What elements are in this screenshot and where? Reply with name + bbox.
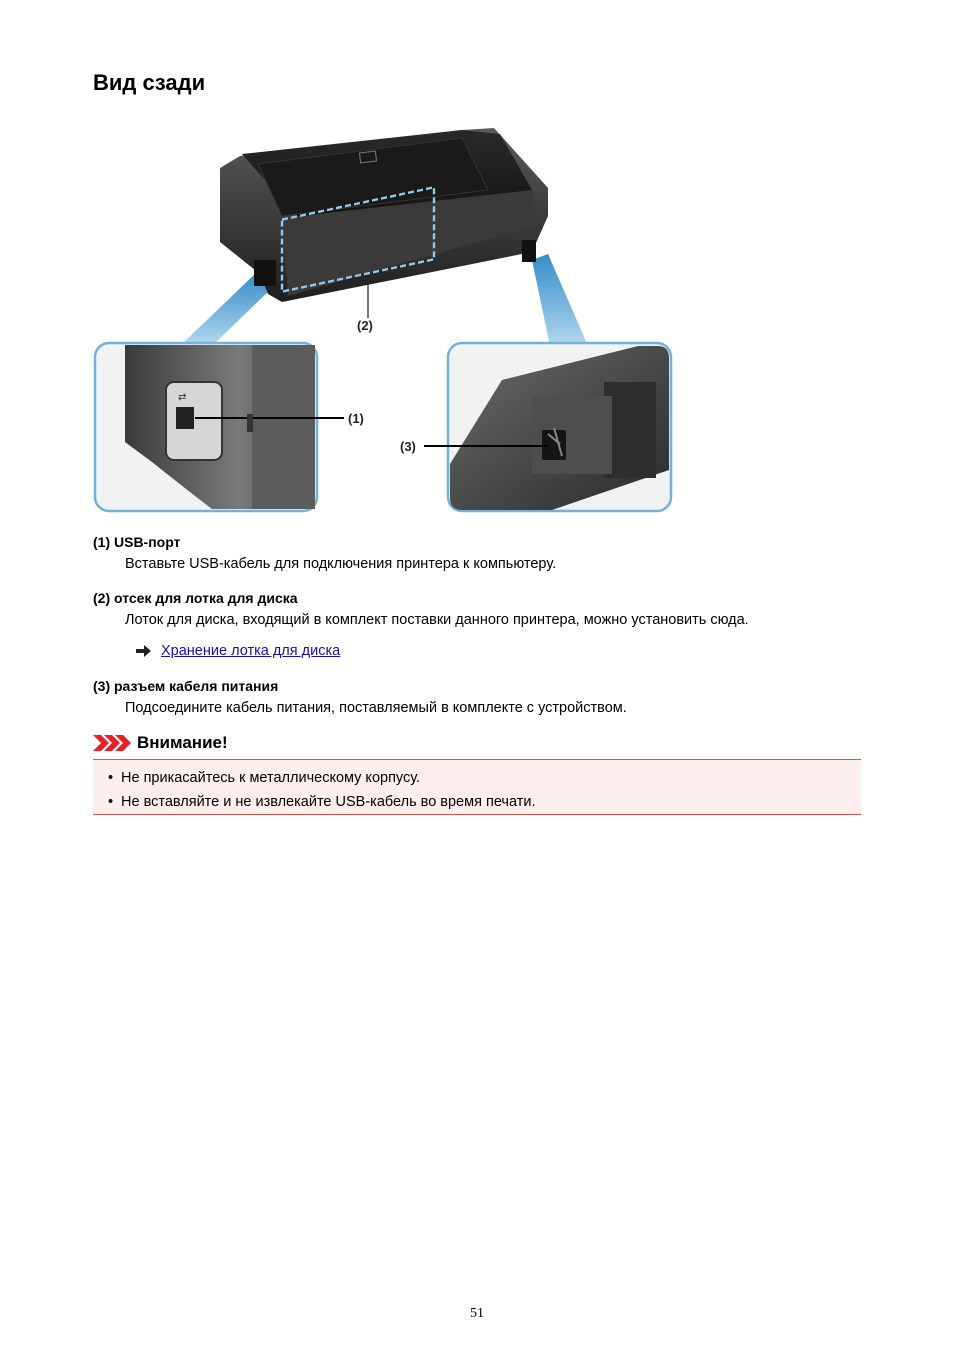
power-connector-zoom-panel [424,343,671,511]
caution-label: Внимание! [137,733,228,752]
disc-tray-link-row [136,643,340,659]
callout-1: (1) [348,411,364,426]
usb-port-zoom-panel [95,343,344,511]
printer-rear-illustration [92,124,677,516]
caution-list [93,766,861,814]
svg-text:⇄: ⇄ [178,392,187,403]
caution-chevrons-icon [93,734,131,752]
arrow-right-icon [136,645,151,657]
usb-port-heading: (1) USB-порт [93,534,181,550]
page-number: 51 [470,1306,484,1321]
page-title: Вид сзади [93,70,206,95]
power-connector-heading: (3) разъем кабеля питания [93,678,279,694]
caution-header [93,733,228,753]
disc-tray-description: Лоток для диска, входящий в комплект поставки данного принтера, можно установить сюда. [125,612,749,628]
disc-tray-heading: (2) отсек для лотка для диска [93,590,298,606]
usb-port [176,407,194,429]
callout-beam-right [532,254,588,346]
callout-3: (3) [400,439,416,454]
caution-item: • Не прикасайтесь к металлическому корпусу. [93,766,861,790]
usb-port-description: Вставьте USB-кабель для подключения принтера к компьютеру. [125,556,557,572]
printer-body [220,128,548,318]
disc-tray-storage-link[interactable]: Хранение лотка для диска [161,643,341,659]
power-connector-description: Подсоедините кабель питания, поставляемый в комплекте с устройством. [125,700,627,716]
caution-box [93,759,861,815]
caution-item: • Не вставляйте и не извлекайте USB-кабель во время печати. [93,790,861,814]
callout-2: (2) [357,318,373,333]
